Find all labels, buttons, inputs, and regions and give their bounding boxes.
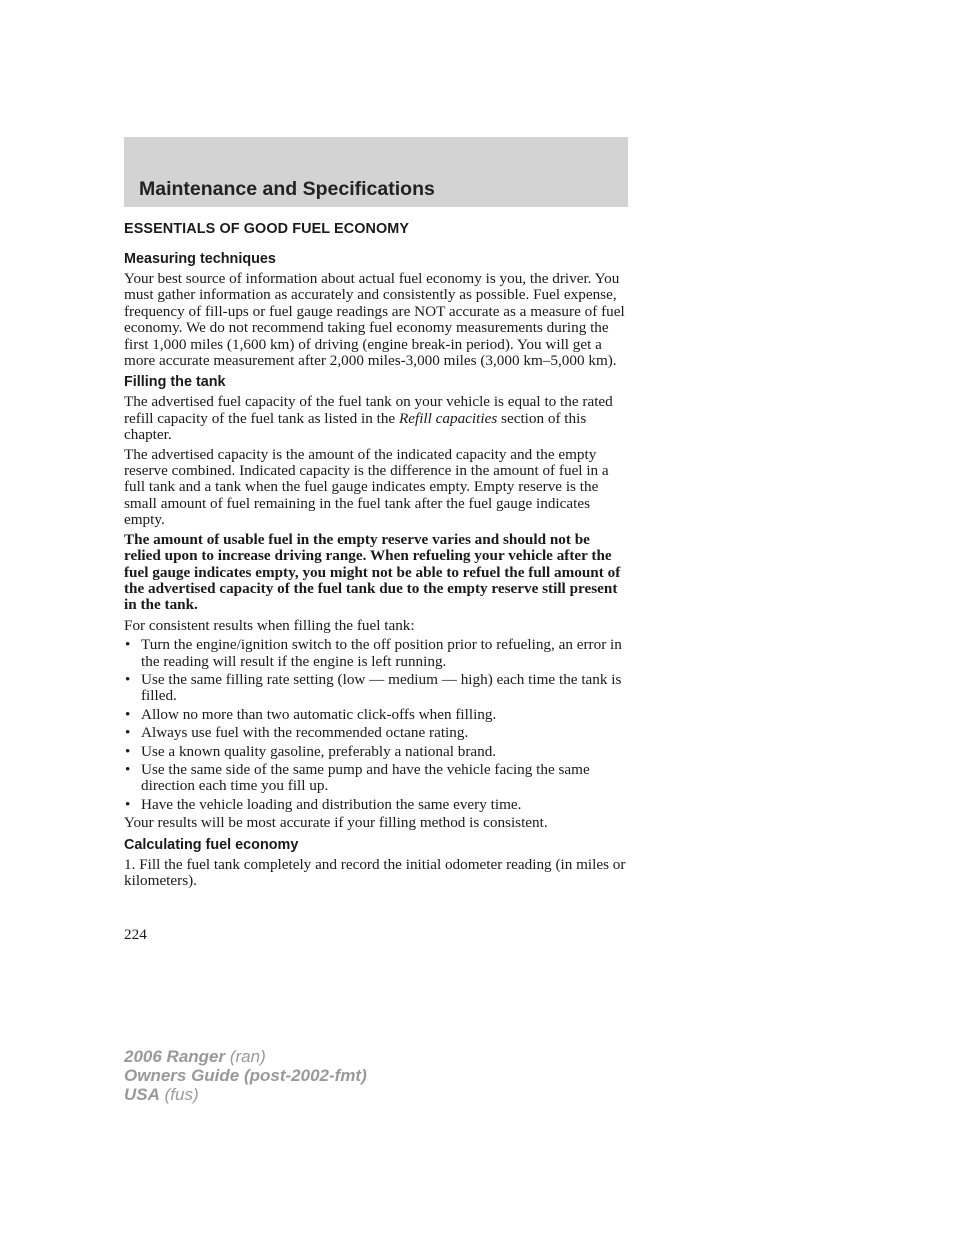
footer-guide: Owners Guide (post-2002-fmt) bbox=[124, 1066, 367, 1085]
list-item-text: Allow no more than two automatic click-offs when filling. bbox=[141, 705, 497, 723]
footer-market-code: (fus) bbox=[164, 1085, 199, 1104]
filling-p1-text-start: The advertised fuel capacity of the fuel tank on your vehicle is equal to the rated refill capacity of the fuel tank as listed in the bbox=[124, 393, 613, 427]
list-item bbox=[124, 637, 628, 670]
warning-text: The amount of usable fuel in the empty reserve varies and should not be relied upon to increase driving range. When refueling your vehicle after the fuel gauge indicates empty, you might not be able to refuel the full amount of the advertised capacity of the fuel tank due to the empty reserve still present in the tank. bbox=[124, 530, 621, 614]
list-item bbox=[124, 725, 628, 741]
bullet-icon: • bbox=[125, 670, 131, 688]
list-item-text: Use the same filling rate setting (low — medium — high) each time the tank is filled. bbox=[141, 670, 622, 705]
footer-market: USA bbox=[124, 1085, 160, 1104]
chapter-title: Maintenance and Specifications bbox=[139, 178, 435, 200]
list-item bbox=[124, 744, 628, 760]
footer-line-2 bbox=[124, 1066, 367, 1085]
filling-paragraph-1 bbox=[124, 394, 628, 443]
footer-model: 2006 Ranger bbox=[124, 1047, 226, 1066]
filling-paragraph-2: The advertised capacity is the amount of the indicated capacity and the empty reserve combined. Indicated capacity is the difference in the amount of fuel in a full tank and a tank when the fuel gauge indicates empty. Empty reserve is the small amount of fuel remaining in the fuel tank after the fuel gauge indicates empty. bbox=[124, 445, 609, 529]
footer-model-code: (ran) bbox=[229, 1047, 266, 1066]
calculating-step-1: 1. Fill the fuel tank completely and record the initial odometer reading (in miles or kilometers). bbox=[124, 855, 626, 889]
list-item-text: Use the same side of the same pump and have the vehicle facing the same direction each time you fill up. bbox=[141, 760, 590, 795]
list-item bbox=[124, 672, 628, 705]
bullet-icon: • bbox=[125, 795, 131, 813]
calculating-heading: Calculating fuel economy bbox=[124, 836, 299, 853]
list-item-text: Always use fuel with the recommended octane rating. bbox=[141, 724, 469, 742]
bullet-icon: • bbox=[125, 760, 131, 778]
footer-line-3 bbox=[124, 1085, 367, 1104]
measuring-paragraph: Your best source of information about actual fuel economy is you, the driver. You must gather information as accurately and consistently as possible. Fuel expense, frequency of fill-ups or fuel gauge readings are NOT accurate as a measure of fuel economy. We do not recommend taking fuel economy measurements during the first 1,000 miles (1,600 km) of driving (engine break-in period). You will get a more accurate measurement after 2,000 miles-3,000 miles (3,000 km–5,000 km). bbox=[124, 270, 625, 370]
list-item bbox=[124, 797, 628, 813]
bullet-icon: • bbox=[125, 705, 131, 723]
list-item-text: Have the vehicle loading and distribution the same every time. bbox=[141, 795, 522, 813]
section-title: ESSENTIALS OF GOOD FUEL ECONOMY bbox=[124, 221, 410, 237]
list-item bbox=[124, 707, 628, 723]
filling-heading: Filling the tank bbox=[124, 374, 226, 391]
filling-p1-text-end: section of this chapter. bbox=[124, 409, 587, 444]
bullet-icon: • bbox=[125, 742, 131, 760]
list-item bbox=[124, 762, 628, 795]
page-content bbox=[124, 221, 628, 892]
list-item-text: Use a known quality gasoline, preferably a national brand. bbox=[141, 742, 497, 760]
filling-tips-list bbox=[124, 637, 628, 813]
footer-line-1 bbox=[124, 1047, 367, 1066]
page-number: 224 bbox=[124, 926, 147, 943]
list-item-text: Turn the engine/ignition switch to the off position prior to refueling, an error in the reading will result if the engine is left running. bbox=[141, 636, 622, 670]
bullet-icon: • bbox=[125, 724, 131, 742]
measuring-heading: Measuring techniques bbox=[124, 251, 276, 267]
document-footer bbox=[124, 1047, 367, 1104]
section-header-band bbox=[124, 137, 628, 207]
bullet-icon: • bbox=[125, 636, 131, 654]
filling-closing: Your results will be most accurate if your filling method is consistent. bbox=[124, 814, 548, 832]
filling-intro: For consistent results when filling the fuel tank: bbox=[124, 616, 415, 634]
refill-capacities-reference: Refill capacities bbox=[398, 409, 498, 427]
